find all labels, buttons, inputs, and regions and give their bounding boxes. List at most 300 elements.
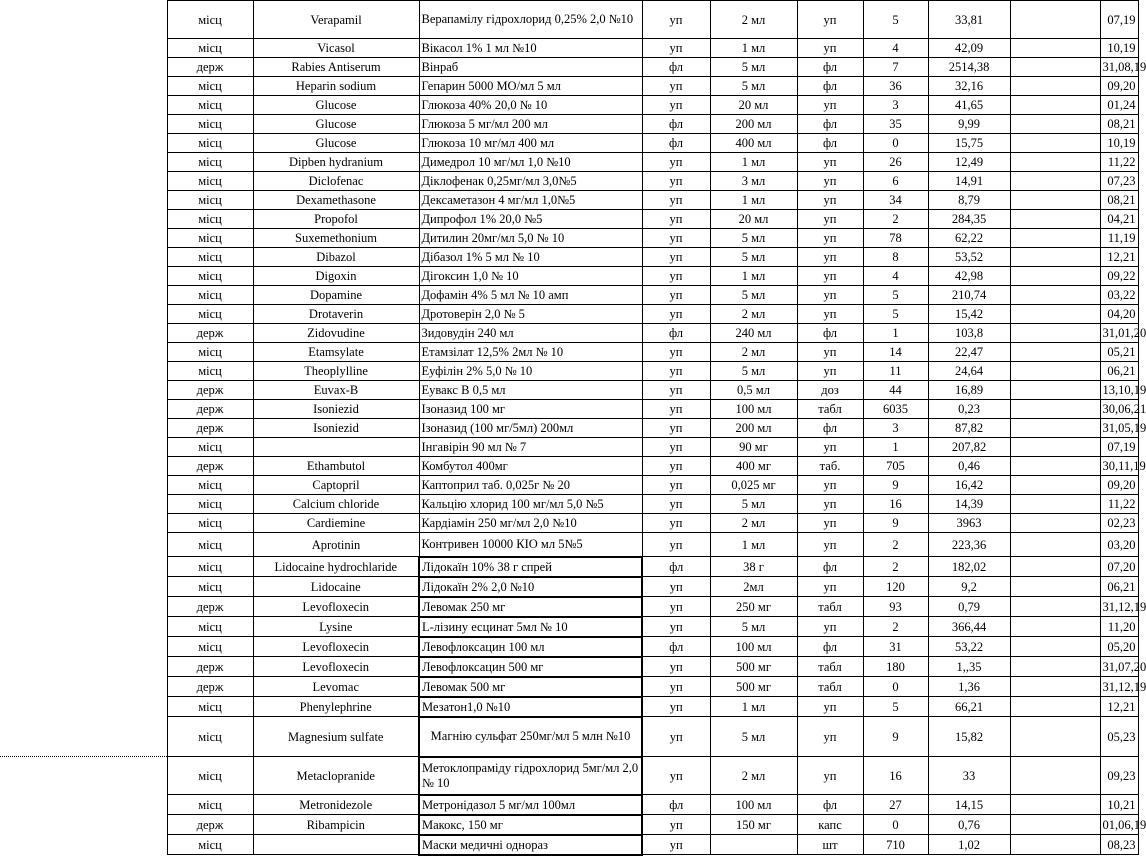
expiry-cell: 08,23 <box>1100 835 1138 855</box>
price-cell: 223,36 <box>928 533 1010 557</box>
expiry-cell: 12,21 <box>1100 248 1138 267</box>
product-name-cell: Глюкоза 5 мг/мл 200 мл <box>419 115 642 134</box>
price-cell: 42,98 <box>928 267 1010 286</box>
blank-cell <box>1010 324 1100 343</box>
package-unit-cell: уп <box>642 191 710 210</box>
package-unit-cell: уп <box>642 835 710 855</box>
product-name-cell: Ізоназид (100 мг/5мл) 200мл <box>419 419 642 438</box>
row-margin-cell <box>0 457 167 476</box>
package-unit-cell: уп <box>642 381 710 400</box>
dose-cell: 500 мг <box>710 657 797 677</box>
scope-cell: місц <box>167 637 253 657</box>
price-cell: 210,74 <box>928 286 1010 305</box>
expiry-cell: 07,19 <box>1100 438 1138 457</box>
count-unit-cell: фл <box>797 637 863 657</box>
blank-cell <box>1010 229 1100 248</box>
row-margin-cell <box>0 286 167 305</box>
package-unit-cell: уп <box>642 697 710 717</box>
dose-cell: 5 мл <box>710 77 797 96</box>
expiry-cell: 08,21 <box>1100 191 1138 210</box>
inn-name-cell: Lidocaine hydrochlaride <box>253 557 419 577</box>
package-unit-cell: уп <box>642 172 710 191</box>
count-unit-cell: фл <box>797 324 863 343</box>
product-name-cell: Левофлоксацин 500 мг <box>419 657 642 677</box>
product-name-cell: Левофлоксацин 100 мл <box>419 637 642 657</box>
price-cell: 9,99 <box>928 115 1010 134</box>
table-row <box>0 400 1138 419</box>
expiry-cell: 09,20 <box>1100 476 1138 495</box>
quantity-cell: 27 <box>863 795 928 815</box>
row-margin-cell <box>0 172 167 191</box>
expiry-cell: 03,22 <box>1100 286 1138 305</box>
scope-cell: місц <box>167 438 253 457</box>
inn-name-cell: Euvax-B <box>253 381 419 400</box>
quantity-cell: 3 <box>863 96 928 115</box>
table-row <box>0 229 1138 248</box>
blank-cell <box>1010 495 1100 514</box>
package-unit-cell: уп <box>642 617 710 637</box>
dose-cell: 20 мл <box>710 210 797 229</box>
scope-cell: місц <box>167 96 253 115</box>
package-unit-cell: уп <box>642 438 710 457</box>
expiry-cell: 11,19 <box>1100 229 1138 248</box>
scope-cell: місц <box>167 305 253 324</box>
count-unit-cell: уп <box>797 757 863 795</box>
dose-cell: 0,025 мг <box>710 476 797 495</box>
blank-cell <box>1010 267 1100 286</box>
scope-cell: місц <box>167 757 253 795</box>
blank-cell <box>1010 1 1100 39</box>
table-row <box>0 153 1138 172</box>
row-margin-cell <box>0 514 167 533</box>
package-unit-cell: уп <box>642 248 710 267</box>
row-margin-cell <box>0 381 167 400</box>
price-cell: 1,,35 <box>928 657 1010 677</box>
inn-name-cell: Propofol <box>253 210 419 229</box>
quantity-cell: 3 <box>863 419 928 438</box>
scope-cell: місц <box>167 495 253 514</box>
package-unit-cell: уп <box>642 757 710 795</box>
inn-name-cell: Aprotinin <box>253 533 419 557</box>
count-unit-cell: уп <box>797 191 863 210</box>
product-name-cell: Каптоприл таб. 0,025г № 20 <box>419 476 642 495</box>
dose-cell: 1 мл <box>710 191 797 210</box>
blank-cell <box>1010 191 1100 210</box>
table-row <box>0 305 1138 324</box>
quantity-cell: 1 <box>863 438 928 457</box>
package-unit-cell: фл <box>642 134 710 153</box>
blank-cell <box>1010 134 1100 153</box>
price-cell: 1,02 <box>928 835 1010 855</box>
row-margin-cell <box>0 1 167 39</box>
quantity-cell: 93 <box>863 597 928 617</box>
package-unit-cell: уп <box>642 77 710 96</box>
count-unit-cell: уп <box>797 286 863 305</box>
product-name-cell: Дофамін 4% 5 мл № 10 амп <box>419 286 642 305</box>
table-row <box>0 597 1138 617</box>
quantity-cell: 4 <box>863 39 928 58</box>
table-row <box>0 362 1138 381</box>
inn-name-cell: Lysine <box>253 617 419 637</box>
package-unit-cell: фл <box>642 637 710 657</box>
scope-cell: місц <box>167 717 253 757</box>
inn-name-cell: Vicasol <box>253 39 419 58</box>
table-row <box>0 39 1138 58</box>
dose-cell: 2 мл <box>710 305 797 324</box>
row-margin-cell <box>0 795 167 815</box>
row-margin-cell <box>0 677 167 697</box>
table-row <box>0 438 1138 457</box>
dose-cell: 1 мл <box>710 39 797 58</box>
count-unit-cell: уп <box>797 577 863 597</box>
product-name-cell: Дексаметазон 4 мг/мл 1,0№5 <box>419 191 642 210</box>
price-cell: 8,79 <box>928 191 1010 210</box>
quantity-cell: 180 <box>863 657 928 677</box>
expiry-cell: 30,06,21 <box>1100 400 1138 419</box>
expiry-cell: 04,21 <box>1100 210 1138 229</box>
scope-cell: місц <box>167 267 253 286</box>
dose-cell: 250 мг <box>710 597 797 617</box>
quantity-cell: 5 <box>863 1 928 39</box>
table-row <box>0 835 1138 855</box>
scope-cell: місц <box>167 134 253 153</box>
package-unit-cell: уп <box>642 514 710 533</box>
inn-name-cell: Levomac <box>253 677 419 697</box>
row-margin-cell <box>0 476 167 495</box>
product-name-cell: Макокс, 150 мг <box>419 815 642 835</box>
scope-cell: місц <box>167 172 253 191</box>
package-unit-cell: уп <box>642 533 710 557</box>
quantity-cell: 2 <box>863 533 928 557</box>
blank-cell <box>1010 835 1100 855</box>
package-unit-cell: уп <box>642 815 710 835</box>
package-unit-cell: уп <box>642 267 710 286</box>
count-unit-cell: уп <box>797 267 863 286</box>
package-unit-cell: уп <box>642 657 710 677</box>
inn-name-cell: Levofloxecin <box>253 657 419 677</box>
quantity-cell: 9 <box>863 717 928 757</box>
product-name-cell: Глюкоза 40% 20,0 № 10 <box>419 96 642 115</box>
table-row <box>0 115 1138 134</box>
table-row <box>0 381 1138 400</box>
row-margin-cell <box>0 191 167 210</box>
inn-name-cell: Glucose <box>253 96 419 115</box>
row-margin-cell <box>0 757 167 795</box>
dose-cell: 5 мл <box>710 286 797 305</box>
scope-cell: місц <box>167 191 253 210</box>
dose-cell: 100 мл <box>710 795 797 815</box>
dose-cell: 2мл <box>710 577 797 597</box>
table-row <box>0 717 1138 757</box>
scope-cell: місц <box>167 577 253 597</box>
product-name-cell: L-лізину есцинат 5мл № 10 <box>419 617 642 637</box>
row-margin-cell <box>0 637 167 657</box>
row-margin-cell <box>0 400 167 419</box>
scope-cell: місц <box>167 533 253 557</box>
quantity-cell: 2 <box>863 617 928 637</box>
package-unit-cell: уп <box>642 39 710 58</box>
dose-cell: 5 мл <box>710 617 797 637</box>
scope-cell: місц <box>167 697 253 717</box>
row-margin-cell <box>0 324 167 343</box>
count-unit-cell: фл <box>797 77 863 96</box>
package-unit-cell: уп <box>642 362 710 381</box>
scope-cell: місц <box>167 343 253 362</box>
expiry-cell: 05,20 <box>1100 637 1138 657</box>
blank-cell <box>1010 657 1100 677</box>
dose-cell: 2 мл <box>710 343 797 362</box>
price-cell: 87,82 <box>928 419 1010 438</box>
row-margin-cell <box>0 438 167 457</box>
quantity-cell: 5 <box>863 697 928 717</box>
blank-cell <box>1010 77 1100 96</box>
inn-name-cell: Metronidezole <box>253 795 419 815</box>
inn-name-cell <box>253 835 419 855</box>
package-unit-cell: уп <box>642 400 710 419</box>
scope-cell: держ <box>167 657 253 677</box>
price-cell: 33 <box>928 757 1010 795</box>
quantity-cell: 4 <box>863 267 928 286</box>
inn-name-cell: Dexamethasone <box>253 191 419 210</box>
quantity-cell: 35 <box>863 115 928 134</box>
count-unit-cell: фл <box>797 795 863 815</box>
scope-cell: місц <box>167 514 253 533</box>
product-name-cell: Лідокаїн 2% 2,0 №10 <box>419 577 642 597</box>
count-unit-cell: таб. <box>797 457 863 476</box>
blank-cell <box>1010 533 1100 557</box>
blank-cell <box>1010 381 1100 400</box>
row-margin-cell <box>0 657 167 677</box>
scope-cell: місц <box>167 476 253 495</box>
price-cell: 14,15 <box>928 795 1010 815</box>
expiry-cell: 31,12,19 <box>1100 597 1138 617</box>
expiry-cell: 07,20 <box>1100 557 1138 577</box>
dose-cell: 1 мл <box>710 267 797 286</box>
package-unit-cell: уп <box>642 343 710 362</box>
row-margin-cell <box>0 58 167 77</box>
dose-cell: 3 мл <box>710 172 797 191</box>
expiry-cell: 13,10,19 <box>1100 381 1138 400</box>
dose-cell: 2 мл <box>710 757 797 795</box>
package-unit-cell: фл <box>642 324 710 343</box>
product-name-cell: Метоклопраміду гідрохлорид 5мг/мл 2,0 № 10 <box>419 757 642 795</box>
price-cell: 0,46 <box>928 457 1010 476</box>
row-margin-cell <box>0 248 167 267</box>
blank-cell <box>1010 343 1100 362</box>
scope-cell: місц <box>167 229 253 248</box>
row-margin-cell <box>0 39 167 58</box>
dose-cell: 1 мл <box>710 153 797 172</box>
table-row <box>0 514 1138 533</box>
expiry-cell: 11,22 <box>1100 495 1138 514</box>
inn-name-cell: Diclofenac <box>253 172 419 191</box>
quantity-cell: 0 <box>863 815 928 835</box>
scope-cell: місц <box>167 115 253 134</box>
price-cell: 14,39 <box>928 495 1010 514</box>
package-unit-cell: уп <box>642 229 710 248</box>
count-unit-cell: уп <box>797 210 863 229</box>
expiry-cell: 11,22 <box>1100 153 1138 172</box>
quantity-cell: 5 <box>863 305 928 324</box>
price-cell: 0,23 <box>928 400 1010 419</box>
inn-name-cell: Verapamil <box>253 1 419 39</box>
dose-cell: 200 мл <box>710 419 797 438</box>
dose-cell <box>710 835 797 855</box>
package-unit-cell: уп <box>642 457 710 476</box>
table-body <box>0 1 1146 855</box>
table-row <box>0 495 1138 514</box>
package-unit-cell: уп <box>642 476 710 495</box>
blank-cell <box>1010 400 1100 419</box>
count-unit-cell: уп <box>797 172 863 191</box>
scope-cell: місц <box>167 1 253 39</box>
blank-cell <box>1010 39 1100 58</box>
blank-cell <box>1010 717 1100 757</box>
dose-cell: 5 мл <box>710 58 797 77</box>
quantity-cell: 705 <box>863 457 928 476</box>
row-margin-cell <box>0 495 167 514</box>
table-row <box>0 77 1138 96</box>
table-row <box>0 1 1138 39</box>
expiry-cell: 30,11,19 <box>1100 457 1138 476</box>
inn-name-cell: Glucose <box>253 115 419 134</box>
blank-cell <box>1010 637 1100 657</box>
table-row <box>0 210 1138 229</box>
inn-name-cell: Magnesium sulfate <box>253 717 419 757</box>
blank-cell <box>1010 96 1100 115</box>
product-name-cell: Дипрофол 1% 20,0 №5 <box>419 210 642 229</box>
price-cell: 53,52 <box>928 248 1010 267</box>
price-cell: 24,64 <box>928 362 1010 381</box>
price-cell: 32,16 <box>928 77 1010 96</box>
scope-cell: місц <box>167 795 253 815</box>
scope-cell: місц <box>167 210 253 229</box>
product-name-cell: Гепарин 5000 МО/мл 5 мл <box>419 77 642 96</box>
dose-cell: 2 мл <box>710 514 797 533</box>
product-name-cell: Дитилин 20мг/мл 5,0 № 10 <box>419 229 642 248</box>
dose-cell: 90 мг <box>710 438 797 457</box>
inn-name-cell: Suxemethonium <box>253 229 419 248</box>
inn-name-cell: Rabies Antiserum <box>253 58 419 77</box>
price-cell: 207,82 <box>928 438 1010 457</box>
dose-cell: 5 мл <box>710 495 797 514</box>
row-margin-cell <box>0 577 167 597</box>
table-row <box>0 343 1138 362</box>
inn-name-cell: Calcium chloride <box>253 495 419 514</box>
quantity-cell: 16 <box>863 495 928 514</box>
package-unit-cell: уп <box>642 153 710 172</box>
product-name-cell: Зидовудін 240 мл <box>419 324 642 343</box>
blank-cell <box>1010 617 1100 637</box>
blank-cell <box>1010 419 1100 438</box>
count-unit-cell: уп <box>797 153 863 172</box>
scope-cell: місц <box>167 362 253 381</box>
row-margin-cell <box>0 419 167 438</box>
dose-cell: 5 мл <box>710 362 797 381</box>
product-name-cell: Кальцію хлорид 100 мг/мл 5,0 №5 <box>419 495 642 514</box>
product-name-cell: Вінраб <box>419 58 642 77</box>
price-cell: 12,49 <box>928 153 1010 172</box>
dose-cell: 20 мл <box>710 96 797 115</box>
expiry-cell: 31,12,19 <box>1100 677 1138 697</box>
product-name-cell: Верапамілу гідрохлорид 0,25% 2,0 №10 <box>419 1 642 39</box>
inn-name-cell: Ribampicin <box>253 815 419 835</box>
table-row <box>0 677 1138 697</box>
scope-cell: місц <box>167 557 253 577</box>
price-cell: 22,47 <box>928 343 1010 362</box>
row-margin-cell <box>0 617 167 637</box>
table-row <box>0 172 1138 191</box>
blank-cell <box>1010 438 1100 457</box>
price-cell: 42,09 <box>928 39 1010 58</box>
scope-cell: держ <box>167 58 253 77</box>
price-cell: 9,2 <box>928 577 1010 597</box>
expiry-cell: 10,21 <box>1100 795 1138 815</box>
product-name-cell: Глюкоза 10 мг/мл 400 мл <box>419 134 642 153</box>
count-unit-cell: табл <box>797 657 863 677</box>
product-name-cell: Діклофенак 0,25мг/мл 3,0№5 <box>419 172 642 191</box>
expiry-cell: 05,23 <box>1100 717 1138 757</box>
count-unit-cell: фл <box>797 557 863 577</box>
count-unit-cell: уп <box>797 305 863 324</box>
price-cell: 41,65 <box>928 96 1010 115</box>
package-unit-cell: уп <box>642 717 710 757</box>
product-name-cell: Комбутол 400мг <box>419 457 642 476</box>
product-name-cell: Вікасол 1% 1 мл №10 <box>419 39 642 58</box>
blank-cell <box>1010 476 1100 495</box>
price-cell: 16,42 <box>928 476 1010 495</box>
row-margin-cell <box>0 134 167 153</box>
count-unit-cell: уп <box>797 248 863 267</box>
package-unit-cell: уп <box>642 495 710 514</box>
table-row <box>0 419 1138 438</box>
inn-name-cell: Ethambutol <box>253 457 419 476</box>
inn-name-cell: Phenylephrine <box>253 697 419 717</box>
package-unit-cell: фл <box>642 557 710 577</box>
scope-cell: держ <box>167 419 253 438</box>
blank-cell <box>1010 757 1100 795</box>
product-name-cell: Лідокаїн 10% 38 г спрей <box>419 557 642 577</box>
table-row <box>0 248 1138 267</box>
inn-name-cell: Drotaverin <box>253 305 419 324</box>
product-name-cell: Левомак 500 мг <box>419 677 642 697</box>
scope-cell: місц <box>167 77 253 96</box>
product-name-cell: Дібазол 1% 5 мл № 10 <box>419 248 642 267</box>
product-name-cell: Інгавірін 90 мл № 7 <box>419 438 642 457</box>
price-cell: 284,35 <box>928 210 1010 229</box>
table-row <box>0 286 1138 305</box>
row-margin-cell <box>0 77 167 96</box>
expiry-cell: 31,07,20 <box>1100 657 1138 677</box>
quantity-cell: 34 <box>863 191 928 210</box>
quantity-cell: 8 <box>863 248 928 267</box>
price-cell: 0,76 <box>928 815 1010 835</box>
package-unit-cell: уп <box>642 577 710 597</box>
count-unit-cell: табл <box>797 677 863 697</box>
count-unit-cell: уп <box>797 343 863 362</box>
row-margin-cell <box>0 717 167 757</box>
count-unit-cell: уп <box>797 39 863 58</box>
count-unit-cell: уп <box>797 1 863 39</box>
table-row <box>0 96 1138 115</box>
scope-cell: держ <box>167 457 253 476</box>
scope-cell: місц <box>167 248 253 267</box>
blank-cell <box>1010 815 1100 835</box>
package-unit-cell: фл <box>642 795 710 815</box>
quantity-cell: 2 <box>863 557 928 577</box>
dose-cell: 100 мл <box>710 637 797 657</box>
row-margin-cell <box>0 305 167 324</box>
